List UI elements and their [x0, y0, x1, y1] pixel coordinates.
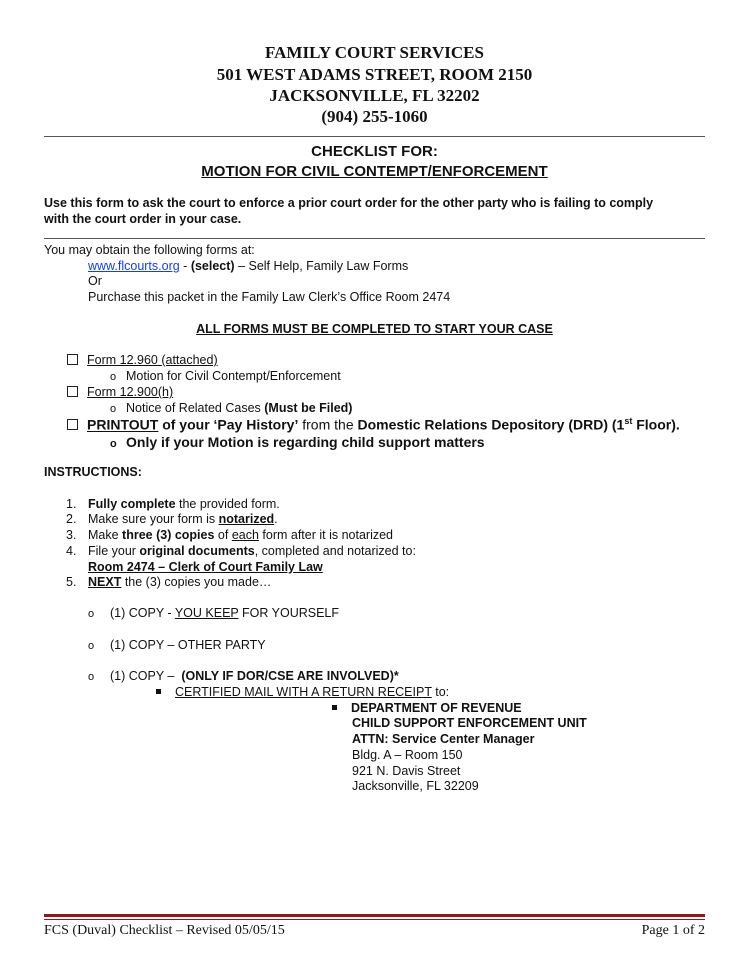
checklist-subitem-label: Motion for Civil Contempt/Enforcement: [126, 369, 341, 383]
circle-bullet-icon: o: [110, 403, 117, 415]
step-text: the (3) copies you made…: [121, 575, 272, 589]
step-number: 2.: [66, 512, 77, 526]
circle-bullet-icon: o: [88, 608, 95, 620]
step-text: , completed and notarized to:: [254, 544, 416, 558]
copy-text-bold: (ONLY IF DOR/CSE ARE INVOLVED)*: [181, 669, 399, 683]
instructions-heading: INSTRUCTIONS:: [44, 465, 142, 479]
floor-label: Floor).: [632, 416, 680, 433]
header-divider: [44, 136, 705, 137]
to-label: to:: [431, 685, 450, 699]
intro-divider: [44, 238, 705, 239]
copy-keep: [88, 606, 339, 620]
checklist-item-form-12900h: [67, 385, 173, 399]
copy-text-underline: YOU KEEP: [174, 606, 239, 620]
checklist-item-label: Form 12.960 (attached): [87, 353, 218, 367]
obtain-dash: -: [179, 259, 191, 273]
copy-dor: [88, 669, 399, 683]
checkbox-icon[interactable]: [67, 419, 78, 430]
instruction-step-3: [66, 528, 393, 542]
drd-label: Domestic Relations Depository (DRD) (1: [357, 416, 625, 433]
title-line-1: CHECKLIST FOR:: [311, 143, 438, 160]
step-text: the provided form.: [175, 497, 280, 511]
copy-text: (1) COPY –: [110, 669, 182, 683]
step-text-bold: original documents: [139, 544, 255, 558]
floor-ordinal: st: [624, 416, 633, 426]
square-bullet-icon: [332, 705, 337, 710]
checkbox-icon[interactable]: [67, 354, 78, 365]
checkbox-icon[interactable]: [67, 386, 78, 397]
step-text: form after it is notarized: [258, 528, 393, 542]
title-line-2: MOTION FOR CIVIL CONTEMPT/ENFORCEMENT: [201, 163, 548, 180]
instruction-step-1: [66, 497, 280, 511]
step-number: 5.: [66, 575, 77, 589]
address-line-6: Jacksonville, FL 32209: [352, 779, 479, 793]
clerk-room: Room 2474 – Clerk of Court Family Law: [88, 560, 323, 574]
address-line-4: Bldg. A – Room 150: [352, 748, 463, 762]
step-number: 1.: [66, 497, 77, 511]
step-text: of: [214, 528, 232, 542]
footer-rule-thick: [44, 914, 705, 917]
step-text-underline: each: [231, 528, 259, 542]
circle-bullet-icon: o: [88, 671, 95, 683]
step-number: 3.: [66, 528, 77, 542]
circle-bullet-icon: o: [88, 640, 95, 652]
copy-text: (1) COPY – OTHER PARTY: [110, 638, 266, 652]
checklist-subitem: [110, 434, 485, 450]
step-number: 4.: [66, 544, 77, 558]
address-line-2: CHILD SUPPORT ENFORCEMENT UNIT: [352, 716, 587, 730]
checklist-item-form-12960: [67, 353, 218, 367]
intro-line-2: with the court order in your case.: [44, 212, 242, 226]
instruction-step-5: [66, 575, 271, 589]
copy-other-party: [88, 638, 266, 652]
flcourts-link[interactable]: www.flcourts.org: [88, 259, 180, 273]
all-forms-notice: ALL FORMS MUST BE COMPLETED TO START YOUR CASE: [196, 322, 553, 336]
printout-label: PRINTOUT: [87, 416, 159, 433]
certified-mail-label: CERTIFIED MAIL WITH A RETURN RECEIPT: [175, 685, 432, 699]
step-text-bold: three (3) copies: [122, 528, 215, 542]
step-text: Make: [88, 528, 123, 542]
obtain-or: Or: [88, 274, 102, 288]
checklist-subitem: [110, 369, 341, 383]
child-support-note: Only if your Motion is regarding child support matters: [126, 434, 485, 450]
obtain-after-select: – Self Help, Family Law Forms: [234, 259, 409, 273]
copy-text: FOR YOURSELF: [238, 606, 340, 620]
step-text: Make sure your form is: [88, 512, 219, 526]
org-city: JACKSONVILLE, FL 32202: [269, 86, 480, 105]
obtain-link-line: [88, 259, 408, 273]
from-label: from the: [298, 416, 358, 433]
org-phone: (904) 255-1060: [321, 107, 428, 126]
circle-bullet-icon: o: [110, 371, 117, 383]
footer-left: FCS (Duval) Checklist – Revised 05/05/15: [44, 923, 285, 938]
checklist-item-pay-history: [67, 416, 680, 433]
step-text: File your: [88, 544, 140, 558]
obtain-select: (select): [190, 259, 235, 273]
must-be-filed-note: (Must be Filed): [264, 401, 353, 415]
footer-rule-thin: [44, 919, 705, 920]
certified-mail-line: [156, 685, 449, 699]
step-text-bold: notarized: [218, 512, 275, 526]
step-text: .: [274, 512, 278, 526]
org-street: 501 WEST ADAMS STREET, ROOM 2150: [216, 65, 533, 84]
instruction-step-4: [66, 544, 416, 558]
circle-bullet-icon: o: [110, 438, 117, 450]
pay-history-label: of your ‘Pay History’: [158, 416, 299, 433]
address-line-5: 921 N. Davis Street: [352, 764, 461, 778]
intro-line-1: Use this form to ask the court to enforce a prior court order for the other party who is failing to comply: [44, 196, 654, 210]
address-line-3: ATTN: Service Center Manager: [352, 732, 535, 746]
org-name: FAMILY COURT SERVICES: [265, 43, 484, 62]
square-bullet-icon: [156, 689, 161, 694]
address-line-1: [332, 701, 522, 715]
instruction-step-2: [66, 512, 278, 526]
obtain-lead: You may obtain the following forms at:: [44, 243, 255, 257]
step-text-bold: Fully complete: [88, 497, 176, 511]
checklist-subitem: [110, 401, 352, 415]
step-text-bold: NEXT: [88, 575, 122, 589]
checklist-subitem-label: Notice of Related Cases: [126, 401, 265, 415]
address-text: DEPARTMENT OF REVENUE: [351, 701, 522, 715]
page-number: Page 1 of 2: [641, 923, 705, 938]
obtain-purchase: Purchase this packet in the Family Law Clerk’s Office Room 2474: [88, 290, 451, 304]
checklist-item-label: Form 12.900(h): [87, 385, 174, 399]
copy-text: (1) COPY -: [110, 606, 175, 620]
